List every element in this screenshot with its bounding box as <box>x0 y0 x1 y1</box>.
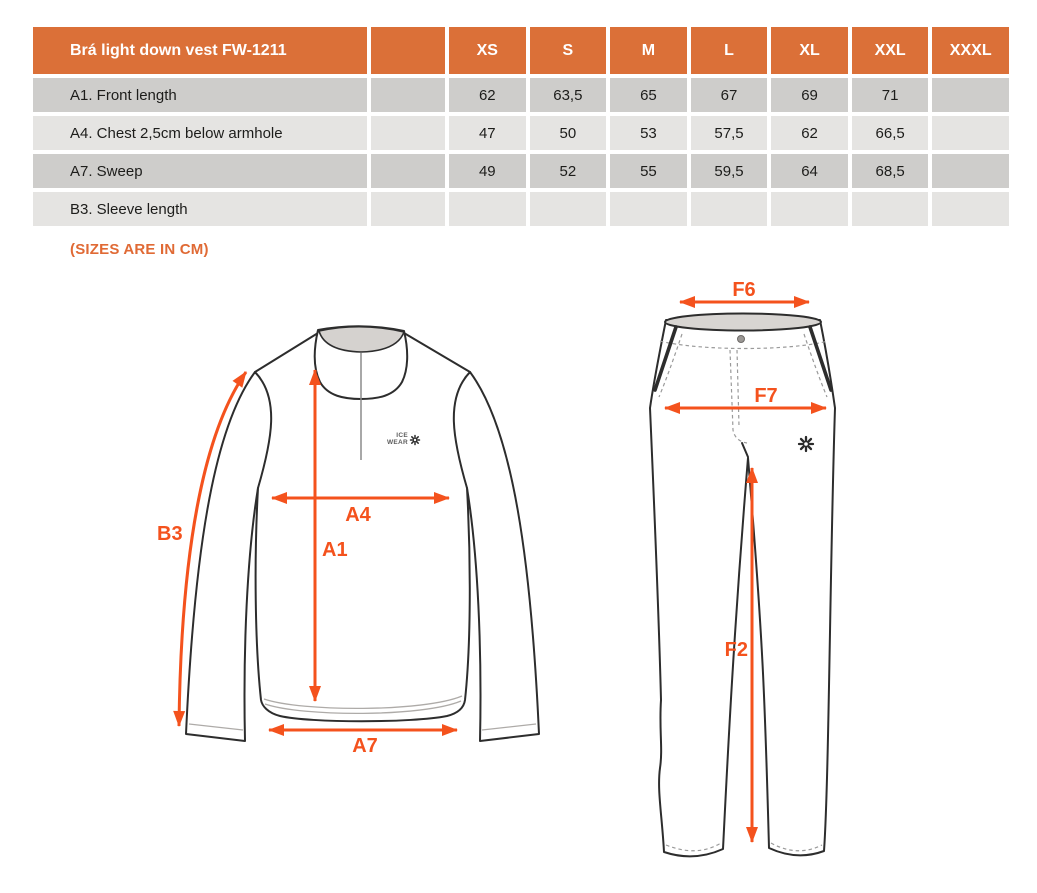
size-value-cell <box>932 78 1009 112</box>
row-spacer-cell <box>371 192 445 226</box>
pants-drawing <box>650 279 835 856</box>
pants-body <box>650 320 835 856</box>
header-size-l: L <box>691 27 768 74</box>
waist-button <box>738 336 745 343</box>
size-value-cell <box>932 116 1009 150</box>
label-a1: A1 <box>322 539 348 561</box>
table-row <box>33 154 1009 188</box>
size-value-cell: 67 <box>691 78 768 112</box>
size-value-cell: 53 <box>610 116 687 150</box>
snowflake-logo-icon <box>411 436 420 445</box>
size-value-cell: 68,5 <box>852 154 929 188</box>
row-label: A1. Front length <box>33 78 367 112</box>
header-size-s: S <box>530 27 607 74</box>
table-row <box>33 192 1009 226</box>
size-value-cell: 59,5 <box>691 154 768 188</box>
header-size-m: M <box>610 27 687 74</box>
size-value-cell <box>771 192 848 226</box>
row-label: A4. Chest 2,5cm below armhole <box>33 116 367 150</box>
size-value-cell: 57,5 <box>691 116 768 150</box>
size-value-cell: 71 <box>852 78 929 112</box>
row-spacer-cell <box>371 78 445 112</box>
label-b3: B3 <box>157 523 183 545</box>
shirt-drawing <box>157 326 539 757</box>
table-row <box>33 116 1009 150</box>
size-value-cell: 62 <box>771 116 848 150</box>
header-size-xxl: XXL <box>852 27 929 74</box>
row-label: A7. Sweep <box>33 154 367 188</box>
size-value-cell: 49 <box>449 154 526 188</box>
size-value-cell: 69 <box>771 78 848 112</box>
size-value-cell: 62 <box>449 78 526 112</box>
size-value-cell: 64 <box>771 154 848 188</box>
size-value-cell: 47 <box>449 116 526 150</box>
row-spacer-cell <box>371 116 445 150</box>
size-value-cell <box>932 154 1009 188</box>
size-value-cell <box>932 192 1009 226</box>
header-size-xl: XL <box>771 27 848 74</box>
header-size-xxxl: XXXL <box>932 27 1009 74</box>
label-f7: F7 <box>754 385 778 407</box>
table-title: Brá light down vest FW-1211 <box>33 27 367 74</box>
header-size-xs: XS <box>449 27 526 74</box>
icewear-logo <box>387 432 420 446</box>
snowflake-logo-icon <box>799 437 813 451</box>
table-header-row <box>33 27 1009 74</box>
size-table <box>33 27 1009 230</box>
row-spacer-cell <box>371 154 445 188</box>
size-value-cell <box>852 192 929 226</box>
label-a4: A4 <box>345 504 371 526</box>
sizes-note: (SIZES ARE IN CM) <box>70 241 209 258</box>
logo-text-ice: ICE <box>396 432 408 439</box>
size-value-cell <box>449 192 526 226</box>
label-a7: A7 <box>352 735 378 757</box>
header-spacer-cell <box>371 27 445 74</box>
size-value-cell: 52 <box>530 154 607 188</box>
row-label: B3. Sleeve length <box>33 192 367 226</box>
label-f2: F2 <box>724 639 748 661</box>
size-value-cell: 66,5 <box>852 116 929 150</box>
size-value-cell: 50 <box>530 116 607 150</box>
table-row <box>33 78 1009 112</box>
logo-text-wear: WEAR <box>386 439 408 446</box>
size-value-cell <box>691 192 768 226</box>
size-diagram <box>0 270 1037 893</box>
size-value-cell: 65 <box>610 78 687 112</box>
size-value-cell <box>610 192 687 226</box>
size-value-cell <box>530 192 607 226</box>
label-f6: F6 <box>732 279 756 301</box>
size-value-cell: 63,5 <box>530 78 607 112</box>
size-value-cell: 55 <box>610 154 687 188</box>
waistband-opening <box>665 314 821 331</box>
